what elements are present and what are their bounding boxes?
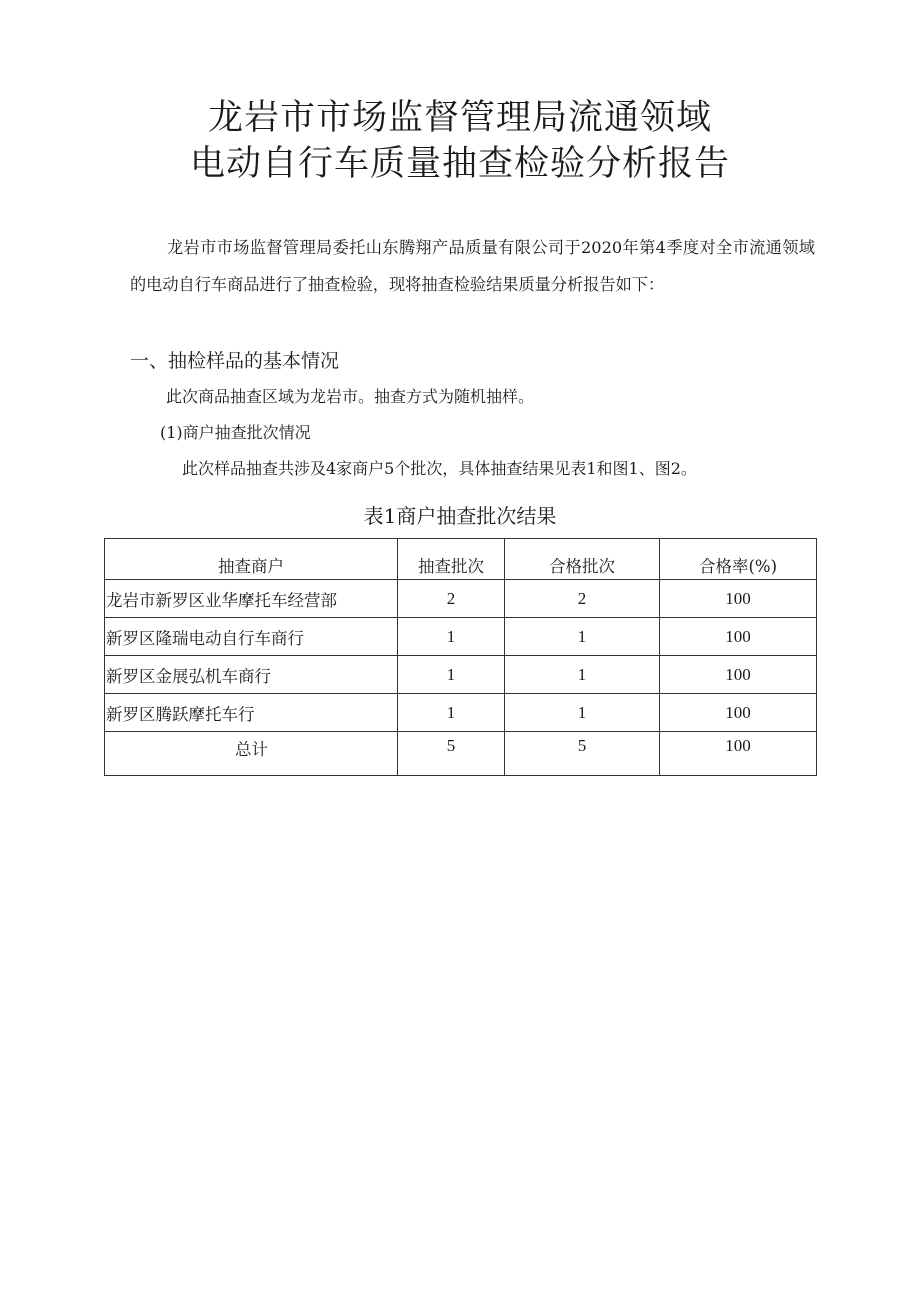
results-table bbox=[104, 538, 817, 776]
intro-paragraph: 龙岩市市场监督管理局委托山东腾翔产品质量有限公司于2020年第4季度对全市流通领域的电动自行车商品进行了抽查检验，现将抽查检验结果质量分析报告如下： bbox=[130, 238, 815, 294]
section-heading: 一、抽检样品的基本情况 bbox=[130, 350, 340, 372]
table-row bbox=[105, 580, 817, 618]
qualified-batches: 1 bbox=[505, 618, 660, 656]
total-pass-rate: 100 bbox=[660, 732, 817, 776]
report-title-line-1: 龙岩市市场监督管理局流通领域 bbox=[207, 98, 712, 138]
pass-rate: 100 bbox=[660, 580, 817, 618]
header-qualified-batches: 合格批次 bbox=[505, 539, 660, 580]
subsection-heading: (1)商户抽查批次情况 bbox=[160, 423, 311, 442]
total-qualified-batches: 5 bbox=[505, 732, 660, 776]
table-row bbox=[105, 618, 817, 656]
subsection-paragraph: 此次样品抽查共涉及4家商户5个批次，具体抽查结果见表1和图1、图2。 bbox=[182, 459, 697, 478]
qualified-batches: 1 bbox=[505, 656, 660, 694]
section-paragraph: 此次商品抽查区域为龙岩市。抽查方式为随机抽样。 bbox=[166, 387, 535, 406]
merchant-name: 龙岩市新罗区业华摩托车经营部 bbox=[105, 580, 398, 618]
table-caption: 表1商户抽查批次结果 bbox=[363, 504, 557, 528]
total-label: 总计 bbox=[105, 732, 398, 776]
pass-rate: 100 bbox=[660, 694, 817, 732]
total-sampled-batches: 5 bbox=[398, 732, 505, 776]
table-row bbox=[105, 694, 817, 732]
qualified-batches: 1 bbox=[505, 694, 660, 732]
sampled-batches: 1 bbox=[398, 694, 505, 732]
report-title-line-2: 电动自行车质量抽查检验分析报告 bbox=[189, 144, 730, 184]
merchant-name: 新罗区金展弘机车商行 bbox=[105, 656, 398, 694]
pass-rate: 100 bbox=[660, 656, 817, 694]
sampled-batches: 1 bbox=[398, 656, 505, 694]
header-pass-rate: 合格率(%) bbox=[660, 539, 817, 580]
header-sampled-batches: 抽查批次 bbox=[398, 539, 505, 580]
header-merchant: 抽查商户 bbox=[105, 539, 398, 580]
merchant-name: 新罗区腾跃摩托车行 bbox=[105, 694, 398, 732]
qualified-batches: 2 bbox=[505, 580, 660, 618]
table-total-row bbox=[105, 732, 817, 776]
table-row bbox=[105, 656, 817, 694]
merchant-name: 新罗区隆瑞电动自行车商行 bbox=[105, 618, 398, 656]
sampled-batches: 2 bbox=[398, 580, 505, 618]
pass-rate: 100 bbox=[660, 618, 817, 656]
sampled-batches: 1 bbox=[398, 618, 505, 656]
table-header-row bbox=[105, 539, 817, 580]
